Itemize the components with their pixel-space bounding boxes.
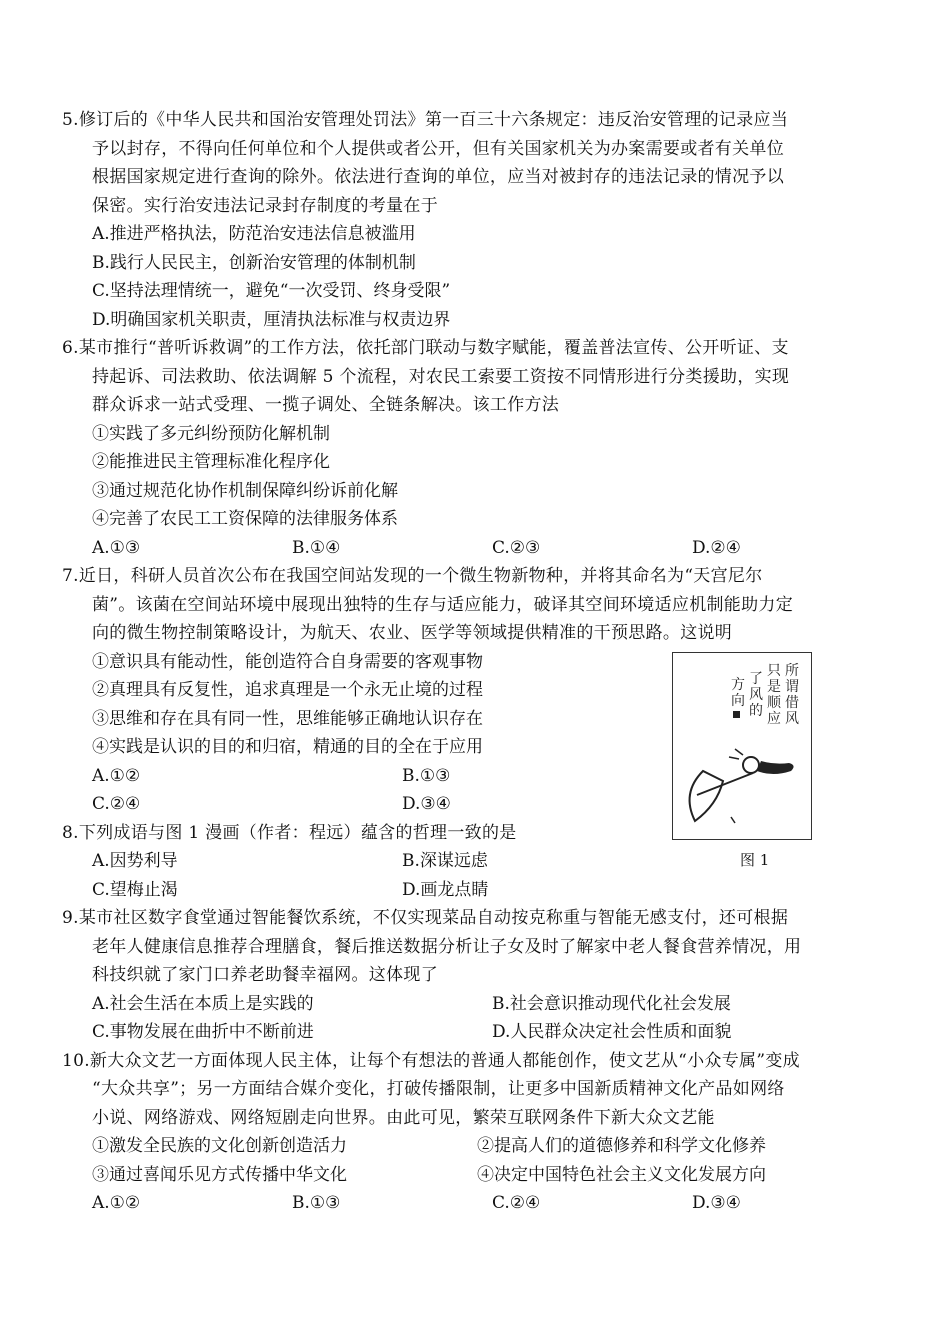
- q7-item-4: ④实践是认识的目的和归宿，精通的目的全在于应用: [92, 737, 483, 757]
- q6-choice-b: B.①④: [292, 537, 341, 558]
- q7-stem-line: 7.近日，科研人员首次公布在我国空间站发现的一个微生物新物种，并将其命名为“天宫尼尔: [62, 566, 763, 586]
- q8-choice-a: A.因势利导: [92, 851, 178, 871]
- q10-stem-line: 小说、网络游戏、网络短剧走向世界。由此可见，繁荣互联网条件下新大众文艺能: [92, 1107, 715, 1128]
- figure-1-cartoon: [672, 652, 812, 840]
- q7-stem-line: 菌”。该菌在空间站环境中展现出独特的生存与适应能力，破译其空间环境适应机制能助力定: [92, 594, 793, 615]
- svg-text:方: 方: [731, 677, 745, 693]
- q8-choice-d: D.画龙点睛: [402, 879, 489, 900]
- question-10: [62, 1047, 892, 1218]
- q9-choice-a: A.社会生活在本质上是实践的: [92, 993, 314, 1014]
- q7-item-1: ①意识具有能动性，能创造符合自身需要的客观事物: [92, 651, 483, 672]
- q6-stem-line: 持起诉、司法救助、依法调解 5 个流程，对农民工索要工资按不同情形进行分类援助，实现: [92, 366, 790, 387]
- svg-text:风: 风: [785, 711, 799, 727]
- q10-choice-a: A.①②: [92, 1193, 141, 1213]
- svg-text:谓: 谓: [785, 679, 799, 695]
- q10-item-3: ③通过喜闻乐见方式传播中华文化: [92, 1164, 347, 1185]
- q10-item-1: ①激发全民族的文化创新创造活力: [92, 1136, 347, 1156]
- q5-stem-line: 予以封存，不得向任何单位和个人提供或者公开，但有关国家机关为办案需要或者有关单位: [92, 138, 784, 159]
- svg-text:的: 的: [749, 703, 763, 719]
- cartoon-drawing: [673, 653, 811, 839]
- q6-stem-line: 群众诉求一站式受理、一揽子调处、全链条解决。该工作方法: [92, 395, 560, 415]
- q6-stem-line: 6.某市推行“普听诉救调”的工作方法，依托部门联动与数字赋能，覆盖普法宣传、公开听证、支: [62, 338, 789, 358]
- svg-text:所: 所: [785, 663, 799, 679]
- question-5: [62, 106, 892, 334]
- q10-items-row-2: [62, 1161, 892, 1190]
- svg-text:向: 向: [731, 693, 745, 709]
- q7-item-2: ②真理具有反复性，追求真理是一个永无止境的过程: [92, 680, 483, 700]
- q5-option-b: B.践行人民民主，创新治安管理的体制机制: [92, 252, 416, 273]
- q9-stem-line: 9.某市社区数字食堂通过智能餐饮系统，不仅实现菜品自动按克称重与智能无感支付，还可根据: [62, 908, 789, 928]
- svg-text:应: 应: [767, 711, 781, 727]
- q10-item-4: ④决定中国特色社会主义文化发展方向: [477, 1164, 766, 1185]
- svg-text:风: 风: [749, 687, 763, 703]
- q9-stem-line: 老年人健康信息推荐合理膳食，餐后推送数据分析让子女及时了解家中老人餐食营养情况，用: [92, 936, 802, 957]
- q9-choice-d: D.人民群众决定社会性质和面貌: [492, 1022, 732, 1042]
- figure-body-icon: [757, 761, 794, 774]
- q7-stem-line: 向的微生物控制策略设计，为航天、农业、医学等领域提供精准的干预思路。这说明: [92, 623, 733, 643]
- q10-choice-b: B.①③: [292, 1193, 341, 1213]
- q9-stem-line: 科技织就了家门口养老助餐幸福网。这体现了: [92, 965, 438, 985]
- q8-choice-b: B.深谋远虑: [402, 851, 488, 871]
- q5-stem-line: 5.修订后的《中华人民共和国治安管理处罚法》第一百三十六条规定：违反治安管理的记录应当: [62, 110, 789, 130]
- svg-text:是: 是: [767, 679, 781, 695]
- q10-choice-d: D.③④: [692, 1193, 741, 1213]
- q9-choices-row-2: [62, 1018, 892, 1047]
- q7-item-3: ③思维和存在具有同一性，思维能够正确地认识存在: [92, 708, 483, 729]
- figure-head-icon: [743, 757, 759, 773]
- q7-choice-d: D.③④: [402, 794, 451, 814]
- q6-item-1: ①实践了多元纠纷预防化解机制: [92, 423, 330, 444]
- q10-choices: [62, 1189, 892, 1218]
- seal-mark: [733, 711, 740, 718]
- question-7-stem: [62, 562, 892, 648]
- q6-item-4: ④完善了农民工工资保障的法律服务体系: [92, 509, 398, 529]
- q10-item-2: ②提高人们的道德修养和科学文化修养: [477, 1136, 766, 1156]
- q6-choice-c: C.②③: [492, 537, 541, 558]
- question-9-stem: [62, 904, 892, 990]
- umbrella-icon: [690, 771, 723, 821]
- q6-item-2: ②能推进民主管理标准化程序化: [92, 452, 330, 472]
- cartoon-handwriting: [731, 663, 799, 727]
- svg-text:顺: 顺: [767, 695, 781, 711]
- question-5-stem: [62, 106, 892, 220]
- q6-choices: [62, 534, 892, 563]
- figure-1-caption: 图 1: [740, 851, 770, 869]
- q8-choices-row-2: [62, 876, 892, 905]
- q5-stem-line: 根据国家规定进行查询的除外。依法进行查询的单位，应当对被封存的违法记录的情况予以: [92, 167, 784, 187]
- q7-choice-a: A.①②: [92, 765, 141, 786]
- question-6: [62, 334, 892, 562]
- svg-text:只: 只: [767, 663, 781, 679]
- q6-choice-a: A.①③: [92, 537, 141, 558]
- q9-choice-c: C.事物发展在曲折中不断前进: [92, 1022, 314, 1042]
- q5-option-d: D.明确国家机关职责，厘清执法标准与权责边界: [92, 309, 451, 330]
- question-8-stem: 8.下列成语与图 1 漫画（作者：程远）蕴含的哲理一致的是: [62, 822, 517, 843]
- q7-choice-b: B.①③: [402, 765, 451, 786]
- q5-stem-line: 保密。实行治安违法记录封存制度的考量在于: [92, 195, 438, 216]
- q9-choices-row-1: [62, 990, 892, 1019]
- question-10-stem: [62, 1047, 892, 1133]
- svg-text:了: 了: [749, 671, 763, 687]
- q6-item-3: ③通过规范化协作机制保障纠纷诉前化解: [92, 480, 398, 501]
- q8-choice-c: C.望梅止渴: [92, 879, 178, 900]
- q5-option-a: A.推进严格执法，防范治安违法信息被滥用: [92, 224, 416, 244]
- q6-choice-d: D.②④: [692, 537, 741, 558]
- question-9: [62, 904, 892, 1047]
- question-6-stem: [62, 334, 892, 420]
- q10-stem-line: 10.新大众文艺一方面体现人民主体，让每个有想法的普通人都能创作，使文艺从“小众专属”变成: [62, 1050, 800, 1071]
- q10-stem-line: “大众共享”；另一方面结合媒介变化，打破传播限制，让更多中国新质精神文化产品如网络: [92, 1079, 785, 1099]
- svg-text:借: 借: [785, 695, 799, 711]
- q7-choice-c: C.②④: [92, 794, 141, 814]
- q5-option-c: C.坚持法理情统一，避免“一次受罚、终身受限”: [92, 281, 451, 301]
- q10-choice-c: C.②④: [492, 1193, 541, 1213]
- q9-choice-b: B.社会意识推动现代化社会发展: [492, 993, 731, 1014]
- q10-items-row-1: [62, 1132, 892, 1161]
